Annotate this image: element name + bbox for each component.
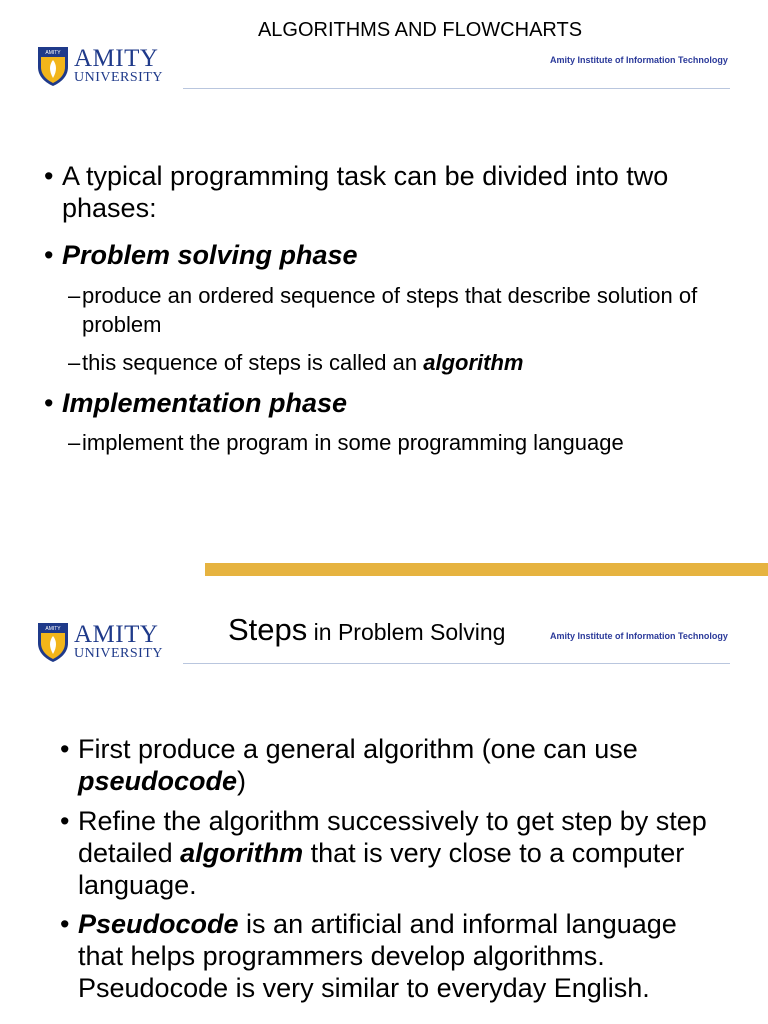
logo-wordmark: AMITY xyxy=(74,621,159,648)
svg-text:AMITY: AMITY xyxy=(45,50,61,56)
bullet-item: • Implementation phase xyxy=(44,388,348,418)
bullet-item: • Problem solving phase xyxy=(44,240,358,270)
shield-icon xyxy=(36,621,70,663)
sub-item: – implement the program in some programming language xyxy=(68,430,624,455)
logo-wordmark: AMITY xyxy=(74,45,159,72)
shield-icon xyxy=(36,45,70,87)
slide-2 xyxy=(0,576,768,1024)
header-divider xyxy=(183,88,730,89)
slide-separator-bar xyxy=(205,563,768,576)
institute-label: Amity Institute of Information Technology xyxy=(550,55,728,65)
amity-logo xyxy=(36,621,176,667)
logo-subtitle: UNIVERSITY xyxy=(74,70,163,85)
svg-text:AMITY: AMITY xyxy=(45,626,61,632)
bullet-item: • A typical programming task can be divided into two phases: xyxy=(44,161,669,223)
logo-subtitle: UNIVERSITY xyxy=(74,646,163,661)
sub-item: – produce an ordered sequence of steps that describe solution of problem xyxy=(68,283,698,337)
amity-logo xyxy=(36,45,176,91)
slide-title: ALGORITHMS AND FLOWCHARTS xyxy=(257,19,583,41)
header-divider xyxy=(183,663,730,664)
bullet-item: • Refine the algorithm successively to get step by step detailed algorithm that is very close to a computer language. xyxy=(60,806,707,900)
institute-label: Amity Institute of Information Technology xyxy=(550,631,728,641)
bullet-item: • First produce a general algorithm (one can use pseudocode) xyxy=(60,734,638,796)
slide-title: Steps in Problem Solving xyxy=(228,612,506,647)
sub-item: – this sequence of steps is called an algorithm xyxy=(68,350,524,375)
bullet-item: • Pseudocode is an artificial and informal language that helps programmers develop algorithms. Pseudocode is very similar to everyday English. xyxy=(60,909,677,1003)
